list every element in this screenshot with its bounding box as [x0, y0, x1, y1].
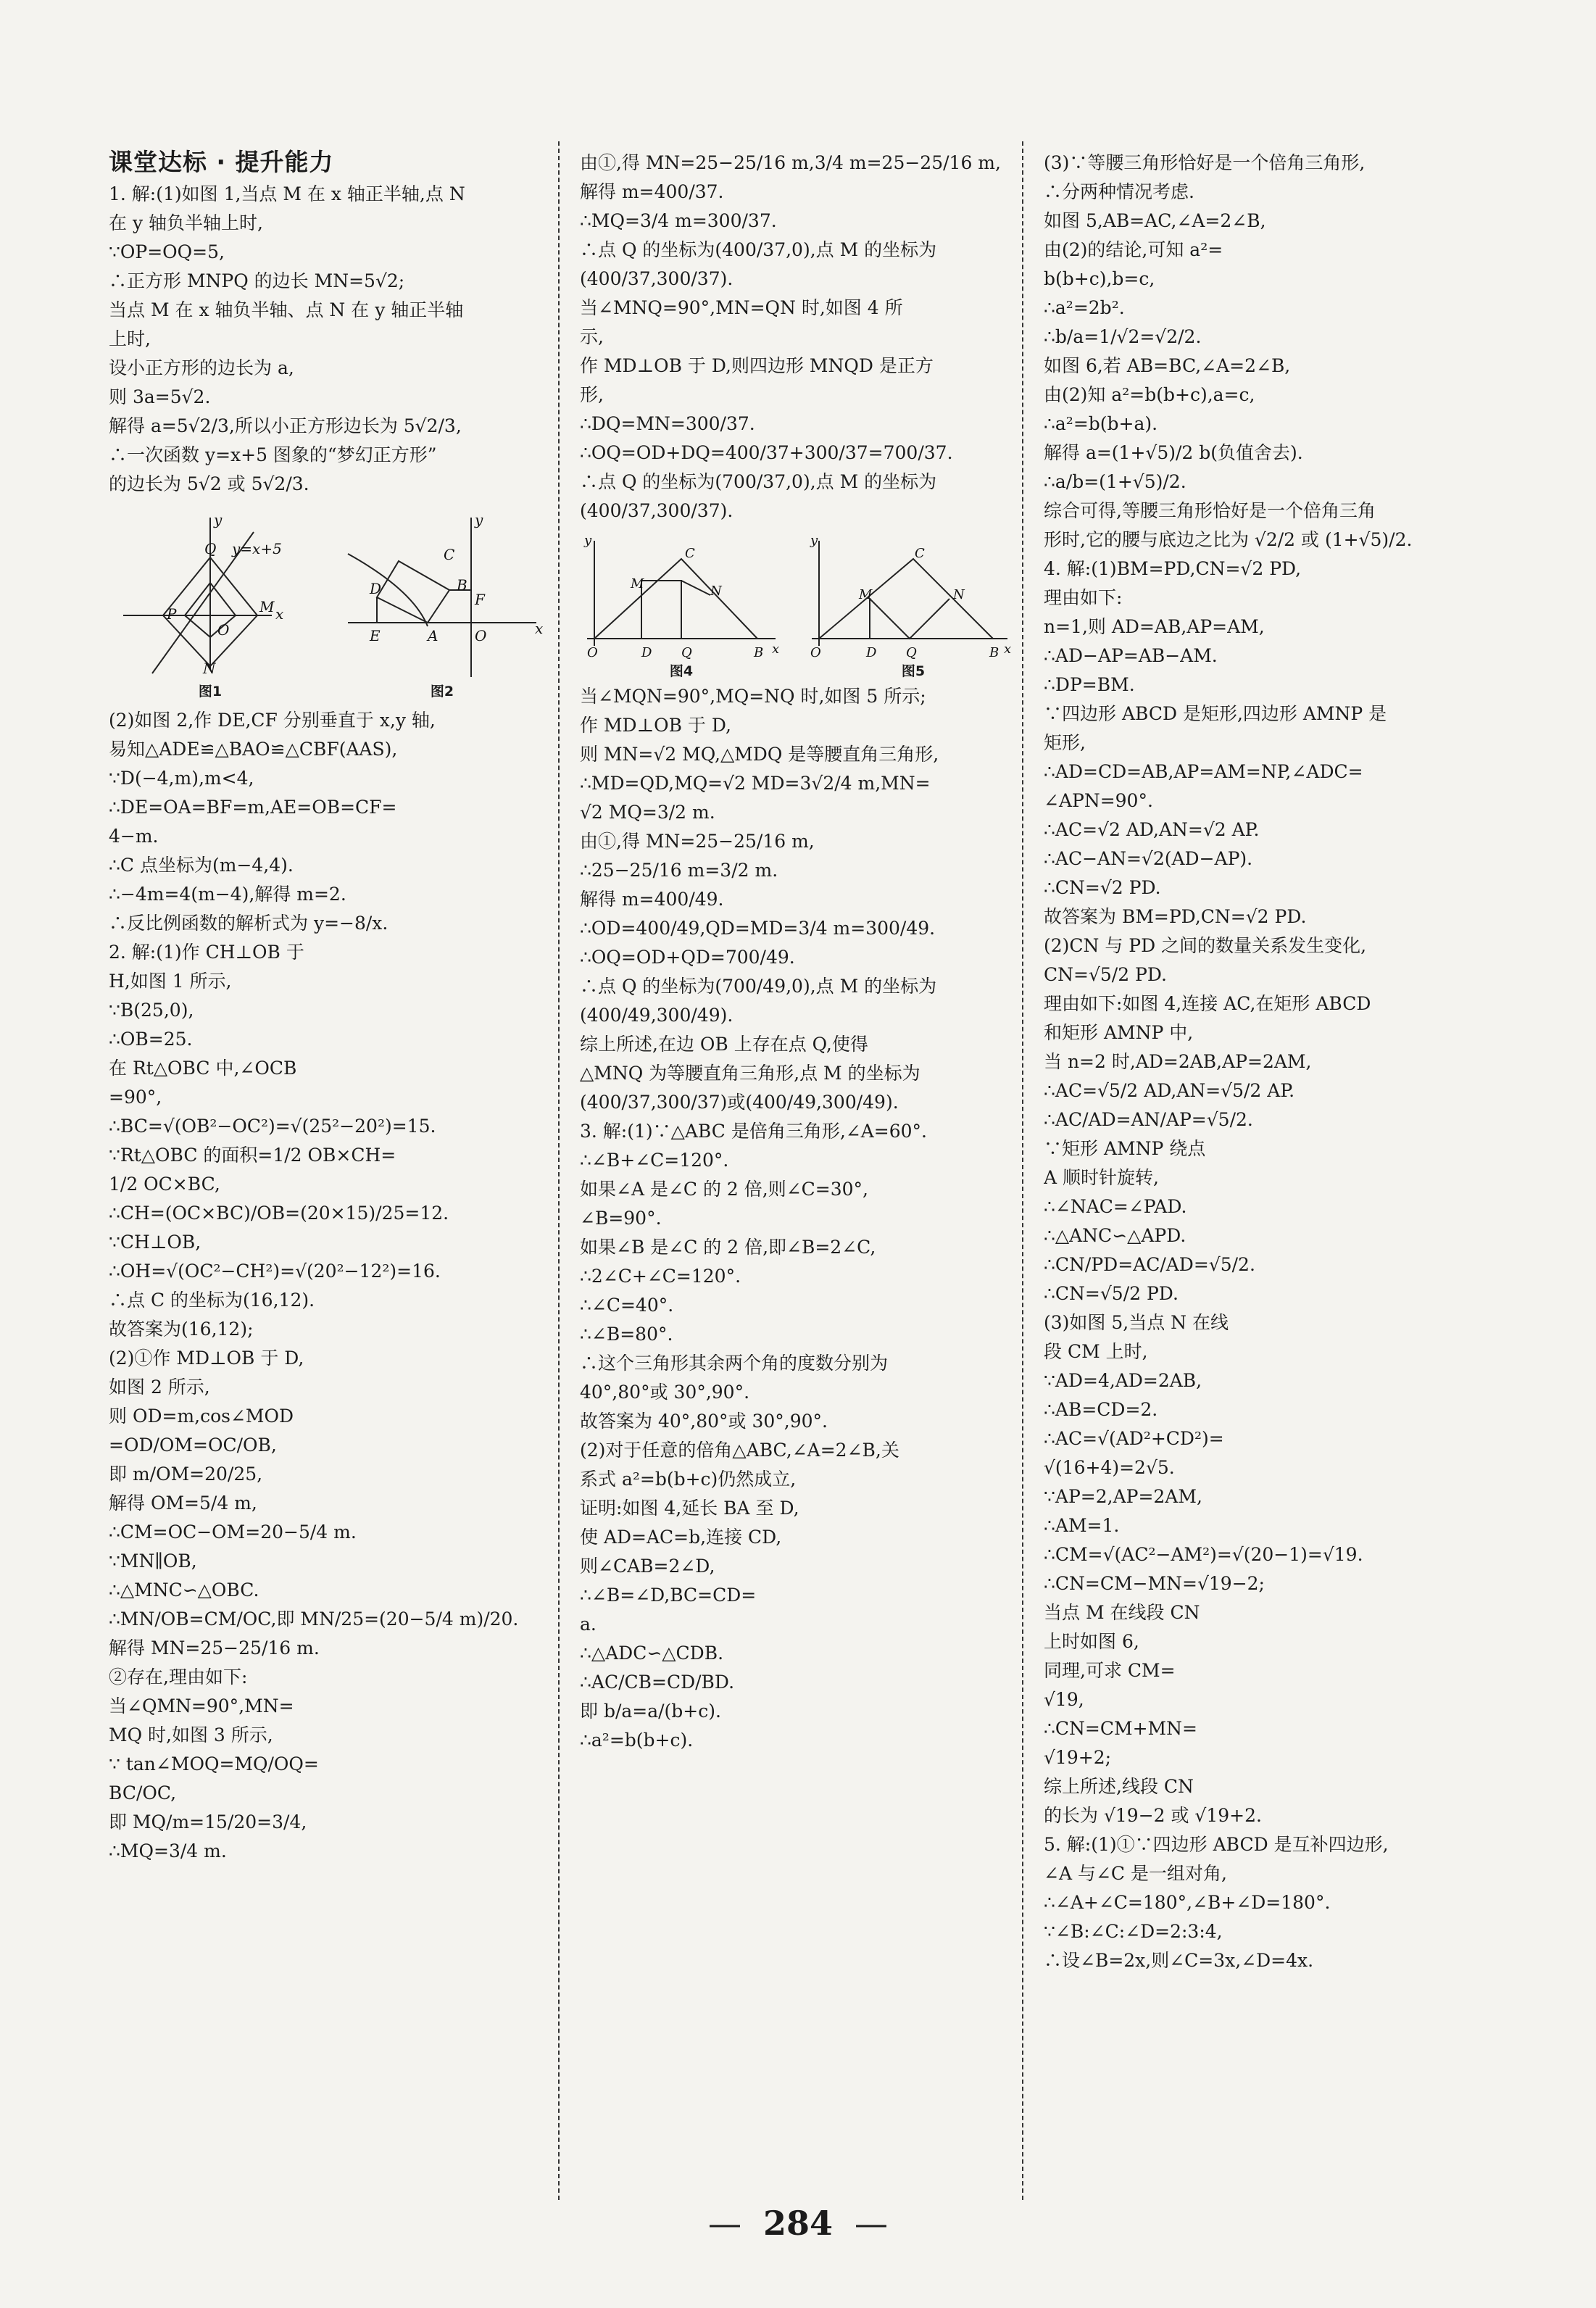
- col1-text-a: [109, 180, 544, 499]
- text-line: 如果∠B 是∠C 的 2 倍,即∠B=2∠C,: [580, 1237, 876, 1258]
- text-line: 当∠QMN=90°,MN=: [109, 1695, 294, 1717]
- col2-text-a: [580, 149, 1015, 526]
- text-line: ∴△ANC∽△APD.: [1044, 1225, 1186, 1246]
- text-line: ∴AC/AD=AN/AP=√5/2.: [1044, 1109, 1253, 1130]
- text-line: ∴AM=1.: [1044, 1515, 1120, 1536]
- fig4-caption: 图4: [669, 663, 694, 679]
- text-line: 当点 M 在线段 CN: [1044, 1602, 1200, 1623]
- text-line: 解得 MN=25−25/16 m.: [109, 1637, 320, 1659]
- text-line: (2)①作 MD⊥OB 于 D,: [109, 1348, 304, 1369]
- text-line: 系式 a²=b(b+c)仍然成立,: [580, 1469, 797, 1490]
- text-line: ∴25−25/16 m=3/2 m.: [580, 860, 778, 881]
- text-line: 综上所述,在边 OB 上存在点 Q,使得: [580, 1034, 868, 1055]
- text-line: ∵MN∥OB,: [109, 1551, 197, 1572]
- text-line: ∠B=90°.: [580, 1208, 662, 1229]
- text-line: ∵AP=2,AP=2AM,: [1044, 1486, 1202, 1507]
- column-separator-right: [1022, 141, 1023, 2200]
- svg-text:y: y: [810, 533, 818, 548]
- text-line: ∴CM=OC−OM=20−5/4 m.: [109, 1522, 357, 1543]
- text-line: 综合可得,等腰三角形恰好是一个倍角三角: [1044, 500, 1376, 521]
- text-line: 2. 解:(1)作 CH⊥OB 于: [109, 942, 304, 963]
- text-line: ∴OD=400/49,QD=MD=3/4 m=300/49.: [580, 918, 936, 939]
- text-line: ∴AC=√2 AD,AN=√2 AP.: [1044, 819, 1260, 840]
- text-line: 故答案为(16,12);: [109, 1319, 254, 1340]
- text-line: 则 OD=m,cos∠MOD: [109, 1406, 294, 1427]
- fig1-caption: 图1: [198, 684, 223, 700]
- text-line: 上时,: [109, 328, 151, 349]
- text-line: ∴∠B+∠C=120°.: [580, 1150, 729, 1171]
- text-line: ∴∠A+∠C=180°,∠B+∠D=180°.: [1044, 1892, 1331, 1913]
- text-line: 即 MQ/m=15/20=3/4,: [109, 1811, 307, 1832]
- text-line: ∵矩形 AMNP 绕点: [1044, 1138, 1206, 1159]
- text-line: 即 m/OM=20/25,: [109, 1464, 263, 1485]
- text-line: ∴−4m=4(m−4),解得 m=2.: [109, 884, 346, 905]
- col3-text: [1044, 149, 1508, 1975]
- svg-text:O: O: [475, 627, 487, 644]
- text-line: 的边长为 5√2 或 5√2/3.: [109, 473, 309, 494]
- text-line: 示,: [580, 326, 604, 347]
- text-line: ∴分两种情况考虑.: [1044, 181, 1194, 202]
- text-line: ∵AD=4,AD=2AB,: [1044, 1370, 1202, 1391]
- text-line: ∴反比例函数的解析式为 y=−8/x.: [109, 913, 388, 934]
- text-line: ∴OQ=OD+QD=700/49.: [580, 947, 795, 968]
- column-separator-left: [558, 141, 560, 2200]
- svg-text:x: x: [275, 605, 284, 623]
- text-line: ∴DP=BM.: [1044, 674, 1135, 695]
- text-line: (2)对于任意的倍角△ABC,∠A=2∠B,关: [580, 1440, 899, 1461]
- text-line: ∴AD−AP=AB−AM.: [1044, 645, 1218, 666]
- text-line: ∠A 与∠C 是一组对角,: [1044, 1863, 1227, 1884]
- text-line: 当 n=2 时,AD=2AB,AP=2AM,: [1044, 1051, 1312, 1072]
- text-line: (2)CN 与 PD 之间的数量关系发生变化,: [1044, 935, 1367, 956]
- text-line: ∴b/a=1/√2=√2/2.: [1044, 326, 1202, 347]
- text-line: 证明:如图 4,延长 BA 至 D,: [580, 1498, 799, 1519]
- text-line: 和矩形 AMNP 中,: [1044, 1022, 1194, 1043]
- text-line: ∴∠C=40°.: [580, 1295, 674, 1316]
- text-line: ∴a²=b(b+a).: [1044, 413, 1158, 434]
- text-line: 1/2 OC×BC,: [109, 1174, 220, 1195]
- svg-text:F: F: [475, 591, 485, 608]
- text-line: 当∠MQN=90°,MQ=NQ 时,如图 5 所示;: [580, 686, 926, 707]
- text-line: CN=√5/2 PD.: [1044, 964, 1167, 985]
- text-line: 理由如下:: [1044, 587, 1123, 608]
- text-line: (400/37,300/37).: [580, 268, 733, 289]
- text-line: 如图 5,AB=AC,∠A=2∠B,: [1044, 210, 1266, 231]
- text-line: (3)如图 5,当点 N 在线: [1044, 1312, 1229, 1333]
- svg-text:N: N: [203, 660, 216, 677]
- svg-text:D: D: [866, 645, 877, 660]
- text-line: 由(2)的结论,可知 a²=: [1044, 239, 1223, 260]
- svg-text:A: A: [428, 627, 439, 644]
- svg-text:y=x+5: y=x+5: [232, 540, 282, 557]
- text-line: 40°,80°或 30°,90°.: [580, 1382, 750, 1403]
- column-2: [580, 149, 1015, 1755]
- svg-text:M: M: [631, 576, 644, 591]
- text-line: ∴点 Q 的坐标为(700/49,0),点 M 的坐标为: [580, 976, 937, 997]
- svg-text:B: B: [989, 645, 999, 660]
- text-line: √(16+4)=2√5.: [1044, 1457, 1175, 1478]
- text-line: ∵ tan∠MOQ=MQ/OQ=: [109, 1753, 319, 1774]
- svg-text:y: y: [214, 511, 223, 528]
- text-line: 解得 a=(1+√5)/2 b(负值舍去).: [1044, 442, 1303, 463]
- svg-text:y: y: [584, 533, 592, 548]
- section-title: 课堂达标 · 提升能力: [109, 148, 334, 176]
- text-line: √19+2;: [1044, 1747, 1112, 1768]
- text-line: ∵OP=OQ=5,: [109, 241, 225, 262]
- text-line: ∴CN/PD=AC/AD=√5/2.: [1044, 1254, 1255, 1275]
- text-line: 理由如下:如图 4,连接 AC,在矩形 ABCD: [1044, 993, 1371, 1014]
- text-line: 综上所述,线段 CN: [1044, 1776, 1194, 1797]
- svg-text:x: x: [535, 620, 544, 637]
- text-line: (400/37,300/37)或(400/49,300/49).: [580, 1092, 899, 1113]
- text-line: ∵CH⊥OB,: [109, 1232, 201, 1253]
- text-line: ∵∠B:∠C:∠D=2:3:4,: [1044, 1921, 1223, 1942]
- text-line: ∴AC=√5/2 AD,AN=√5/2 AP.: [1044, 1080, 1295, 1101]
- svg-text:P: P: [167, 605, 177, 623]
- svg-text:O: O: [810, 645, 821, 660]
- text-line: 使 AD=AC=b,连接 CD,: [580, 1527, 782, 1548]
- text-line: 的长为 √19−2 或 √19+2.: [1044, 1805, 1262, 1826]
- text-line: ∵D(−4,m),m<4,: [109, 768, 254, 789]
- text-line: ∴点 Q 的坐标为(700/37,0),点 M 的坐标为: [580, 471, 937, 492]
- text-line: MQ 时,如图 3 所示,: [109, 1724, 273, 1745]
- text-line: ②存在,理由如下:: [109, 1666, 248, 1688]
- text-line: △MNQ 为等腰直角三角形,点 M 的坐标为: [580, 1063, 920, 1084]
- text-line: ∴MQ=3/4 m.: [109, 1840, 227, 1861]
- column-1: [109, 145, 544, 1866]
- text-line: 由(2)知 a²=b(b+c),a=c,: [1044, 384, 1255, 405]
- text-line: ∴AC−AN=√2(AD−AP).: [1044, 848, 1253, 869]
- text-line: 段 CM 上时,: [1044, 1341, 1148, 1362]
- text-line: 解得 OM=5/4 m,: [109, 1493, 257, 1514]
- text-line: 由①,得 MN=25−25/16 m,: [580, 831, 815, 852]
- text-line: ∴CN=√2 PD.: [1044, 877, 1161, 898]
- text-line: 3. 解:(1)∵△ABC 是倍角三角形,∠A=60°.: [580, 1121, 927, 1142]
- text-line: ∵Rt△OBC 的面积=1/2 OB×CH=: [109, 1145, 396, 1166]
- text-line: ∴AC/CB=CD/BD.: [580, 1672, 735, 1693]
- text-line: ∴点 Q 的坐标为(400/37,0),点 M 的坐标为: [580, 239, 937, 260]
- text-line: ∴一次函数 y=x+5 图象的“梦幻正方形”: [109, 444, 437, 465]
- svg-text:Q: Q: [681, 645, 692, 660]
- text-line: 如果∠A 是∠C 的 2 倍,则∠C=30°,: [580, 1179, 868, 1200]
- svg-text:Q: Q: [204, 540, 217, 557]
- text-line: ∴CM=√(AC²−AM²)=√(20−1)=√19.: [1044, 1544, 1363, 1565]
- text-line: ∴DQ=MN=300/37.: [580, 413, 755, 434]
- text-line: BC/OC,: [109, 1782, 177, 1803]
- svg-text:E: E: [370, 627, 381, 644]
- text-line: 4−m.: [109, 826, 159, 847]
- text-line: ∴a²=2b².: [1044, 297, 1125, 318]
- text-line: (400/37,300/37).: [580, 500, 733, 521]
- text-line: ∴AB=CD=2.: [1044, 1399, 1158, 1420]
- svg-text:B: B: [457, 576, 467, 594]
- text-line: 则 3a=5√2.: [109, 386, 211, 407]
- text-line: ∠APN=90°.: [1044, 790, 1153, 811]
- text-line: 5. 解:(1)①∵四边形 ABCD 是互补四边形,: [1044, 1834, 1389, 1855]
- text-line: ∴AD=CD=AB,AP=AM=NP,∠ADC=: [1044, 761, 1363, 782]
- svg-text:D: D: [641, 645, 652, 660]
- text-line: ∴BC=√(OB²−OC²)=√(25²−20²)=15.: [109, 1116, 436, 1137]
- text-line: 作 MD⊥OB 于 D,则四边形 MNQD 是正方: [580, 355, 934, 376]
- text-line: 在 Rt△OBC 中,∠OCB: [109, 1058, 297, 1079]
- text-line: 当点 M 在 x 轴负半轴、点 N 在 y 轴正半轴: [109, 299, 464, 320]
- text-line: ∴CN=CM−MN=√19−2;: [1044, 1573, 1265, 1594]
- text-line: 解得 a=5√2/3,所以小正方形边长为 5√2/3,: [109, 415, 462, 436]
- text-line: ∴MN/OB=CM/OC,即 MN/25=(20−5/4 m)/20.: [109, 1608, 519, 1630]
- text-line: ∵B(25,0),: [109, 1000, 194, 1021]
- svg-text:x: x: [772, 642, 780, 657]
- text-line: ∴CH=(OC×BC)/OB=(20×15)/25=12.: [109, 1203, 449, 1224]
- svg-text:O: O: [587, 645, 598, 660]
- text-line: ∴∠B=80°.: [580, 1324, 673, 1345]
- fig5-caption: 图5: [901, 663, 926, 679]
- text-line: 则∠CAB=2∠D,: [580, 1556, 715, 1577]
- text-line: a.: [580, 1614, 597, 1635]
- text-line: ∴2∠C+∠C=120°.: [580, 1266, 741, 1287]
- text-line: 即 b/a=a/(b+c).: [580, 1701, 721, 1722]
- text-line: (3)∵等腰三角形恰好是一个倍角三角形,: [1044, 152, 1366, 173]
- text-line: ∴OQ=OD+DQ=400/37+300/37=700/37.: [580, 442, 953, 463]
- text-line: 易知△ADE≌△BAO≌△CBF(AAS),: [109, 739, 398, 760]
- text-line: ∴△ADC∽△CDB.: [580, 1643, 724, 1664]
- text-line: ∴CN=CM+MN=: [1044, 1718, 1197, 1739]
- text-line: (2)如图 2,作 DE,CF 分别垂直于 x,y 轴,: [109, 710, 436, 731]
- text-line: ∴MQ=3/4 m=300/37.: [580, 210, 777, 231]
- text-line: ∴CN=√5/2 PD.: [1044, 1283, 1179, 1304]
- text-line: ∴OH=√(OC²−CH²)=√(20²−12²)=16.: [109, 1261, 441, 1282]
- text-line: ∴点 C 的坐标为(16,12).: [109, 1290, 315, 1311]
- text-line: ∵四边形 ABCD 是矩形,四边形 AMNP 是: [1044, 703, 1387, 724]
- text-line: ∴C 点坐标为(m−4,4).: [109, 855, 294, 876]
- svg-text:D: D: [370, 580, 382, 597]
- svg-text:B: B: [754, 645, 764, 660]
- text-line: ∴a/b=(1+√5)/2.: [1044, 471, 1186, 492]
- text-line: 矩形,: [1044, 732, 1086, 753]
- text-line: =OD/OM=OC/OB,: [109, 1435, 277, 1456]
- text-line: H,如图 1 所示,: [109, 971, 232, 992]
- text-line: √19,: [1044, 1689, 1084, 1710]
- text-line: ∴DE=OA=BF=m,AE=OB=CF=: [109, 797, 397, 818]
- text-line: 由①,得 MN=25−25/16 m,3/4 m=25−25/16 m,: [580, 152, 1001, 173]
- svg-text:N: N: [953, 587, 965, 602]
- svg-text:x: x: [1004, 642, 1012, 657]
- svg-text:C: C: [915, 546, 925, 561]
- text-line: ∴△MNC∽△OBC.: [109, 1580, 259, 1601]
- text-line: 4. 解:(1)BM=PD,CN=√2 PD,: [1044, 558, 1302, 579]
- text-line: 作 MD⊥OB 于 D,: [580, 715, 731, 736]
- text-line: =90°,: [109, 1087, 162, 1108]
- text-line: ∴正方形 MNPQ 的边长 MN=5√2;: [109, 270, 405, 291]
- text-line: 如图 6,若 AB=BC,∠A=2∠B,: [1044, 355, 1291, 376]
- text-line: 故答案为 BM=PD,CN=√2 PD.: [1044, 906, 1307, 927]
- text-line: A 顺时针旋转,: [1044, 1167, 1159, 1188]
- text-line: ∴设∠B=2x,则∠C=3x,∠D=4x.: [1044, 1950, 1314, 1971]
- page-number: — 284 —: [707, 2204, 889, 2243]
- figure-pair-1-2: [109, 503, 544, 699]
- figure-1-2-drawing: [109, 503, 544, 699]
- column-3: [1044, 149, 1508, 1975]
- svg-text:y: y: [475, 511, 483, 528]
- figure-pair-4-5: [580, 530, 1015, 679]
- svg-text:C: C: [685, 546, 695, 561]
- text-line: 上时如图 6,: [1044, 1631, 1139, 1652]
- text-line: ∴MD=QD,MQ=√2 MD=3√2/4 m,MN=: [580, 773, 931, 794]
- text-line: (400/49,300/49).: [580, 1005, 733, 1026]
- text-line: ∴a²=b(b+c).: [580, 1730, 694, 1751]
- svg-text:C: C: [444, 546, 455, 563]
- text-line: ∴∠NAC=∠PAD.: [1044, 1196, 1187, 1217]
- text-line: ∴这个三角形其余两个角的度数分别为: [580, 1353, 889, 1374]
- text-line: 如图 2 所示,: [109, 1377, 210, 1398]
- text-line: √2 MQ=3/2 m.: [580, 802, 715, 823]
- text-line: 在 y 轴负半轴上时,: [109, 212, 263, 233]
- svg-text:O: O: [217, 621, 230, 639]
- text-line: ∴OB=25.: [109, 1029, 193, 1050]
- svg-text:M: M: [259, 598, 275, 615]
- svg-text:M: M: [859, 587, 873, 602]
- text-line: 同理,可求 CM=: [1044, 1660, 1176, 1681]
- text-line: 解得 m=400/49.: [580, 889, 724, 910]
- col2-text-b: [580, 682, 1015, 1755]
- text-line: 形,: [580, 384, 604, 405]
- text-line: 解得 m=400/37.: [580, 181, 724, 202]
- text-line: n=1,则 AD=AB,AP=AM,: [1044, 616, 1265, 637]
- text-line: 形时,它的腰与底边之比为 √2/2 或 (1+√5)/2.: [1044, 529, 1413, 550]
- figure-4-5-drawing: [580, 530, 1015, 675]
- text-line: b(b+c),b=c,: [1044, 268, 1155, 289]
- text-line: ∴∠B=∠D,BC=CD=: [580, 1585, 757, 1606]
- text-line: 设小正方形的边长为 a,: [109, 357, 294, 378]
- text-line: 则 MN=√2 MQ,△MDQ 是等腰直角三角形,: [580, 744, 939, 765]
- text-line: ∴AC=√(AD²+CD²)=: [1044, 1428, 1224, 1449]
- svg-text:N: N: [710, 584, 722, 599]
- col1-text-b: [109, 706, 544, 1866]
- text-line: 当∠MNQ=90°,MN=QN 时,如图 4 所: [580, 297, 903, 318]
- svg-text:Q: Q: [906, 645, 917, 660]
- text-line: 故答案为 40°,80°或 30°,90°.: [580, 1411, 828, 1432]
- page-number-value: 284: [762, 2204, 834, 2243]
- text-line: 1. 解:(1)如图 1,当点 M 在 x 轴正半轴,点 N: [109, 183, 465, 204]
- fig2-caption: 图2: [430, 684, 454, 700]
